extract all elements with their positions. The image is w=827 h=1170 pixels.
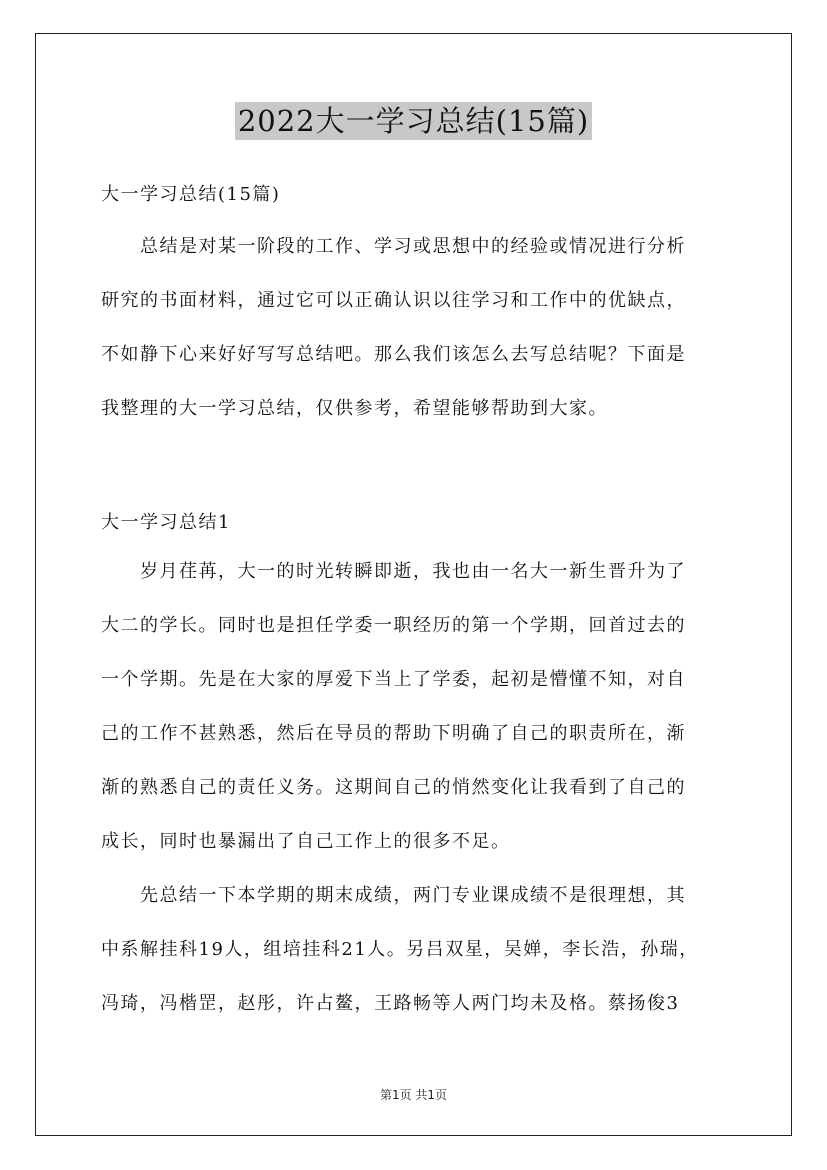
text-line: 中系解挂科19人，组培挂科21人。另吕双星，吴婵，李长浩，孙瑞， — [101, 939, 699, 960]
text-line: 渐的熟悉自己的责任义务。这期间自己的悄然变化让我看到了自己的 — [101, 777, 686, 798]
text-line: 不如静下心来好好写写总结吧。那么我们该怎么去写总结呢？下面是 — [101, 344, 686, 365]
text-line: 岁月荏苒，大一的时光转瞬即逝，我也由一名大一新生晋升为了 — [101, 561, 686, 582]
text-line: 己的工作不甚熟悉，然后在导员的帮助下明确了自己的职责所在，渐 — [101, 723, 686, 744]
text-line: 成长，同时也暴漏出了自己工作上的很多不足。 — [101, 831, 511, 852]
section-paragraph — [101, 545, 731, 869]
text-line: 我整理的大一学习总结，仅供参考，希望能够帮助到大家。 — [101, 398, 608, 419]
page-footer: 第1页 共1页 — [379, 1088, 448, 1102]
document-title: 2022大一学习总结(15篇) — [235, 102, 592, 140]
second-paragraph — [101, 869, 731, 1031]
text-line: 冯琦，冯楷罡，赵彤，许占鳌，王路畅等人两门均未及格。蔡扬俊3 — [101, 993, 680, 1014]
text-line: 大二的学长。同时也是担任学委一职经历的第一个学期，回首过去的 — [101, 615, 686, 636]
section-heading: 大一学习总结1 — [101, 512, 231, 533]
document-subtitle: 大一学习总结(15篇) — [101, 184, 281, 205]
text-line: 先总结一下本学期的期末成绩，两门专业课成绩不是很理想，其 — [101, 885, 686, 906]
text-line: 研究的书面材料，通过它可以正确认识以往学习和工作中的优缺点， — [101, 290, 686, 311]
intro-paragraph — [101, 220, 731, 436]
title-container — [0, 102, 827, 140]
text-line: 总结是对某一阶段的工作、学习或思想中的经验或情况进行分析 — [101, 236, 686, 257]
text-line: 一个学期。先是在大家的厚爱下当上了学委，起初是懵懂不知，对自 — [101, 669, 686, 690]
